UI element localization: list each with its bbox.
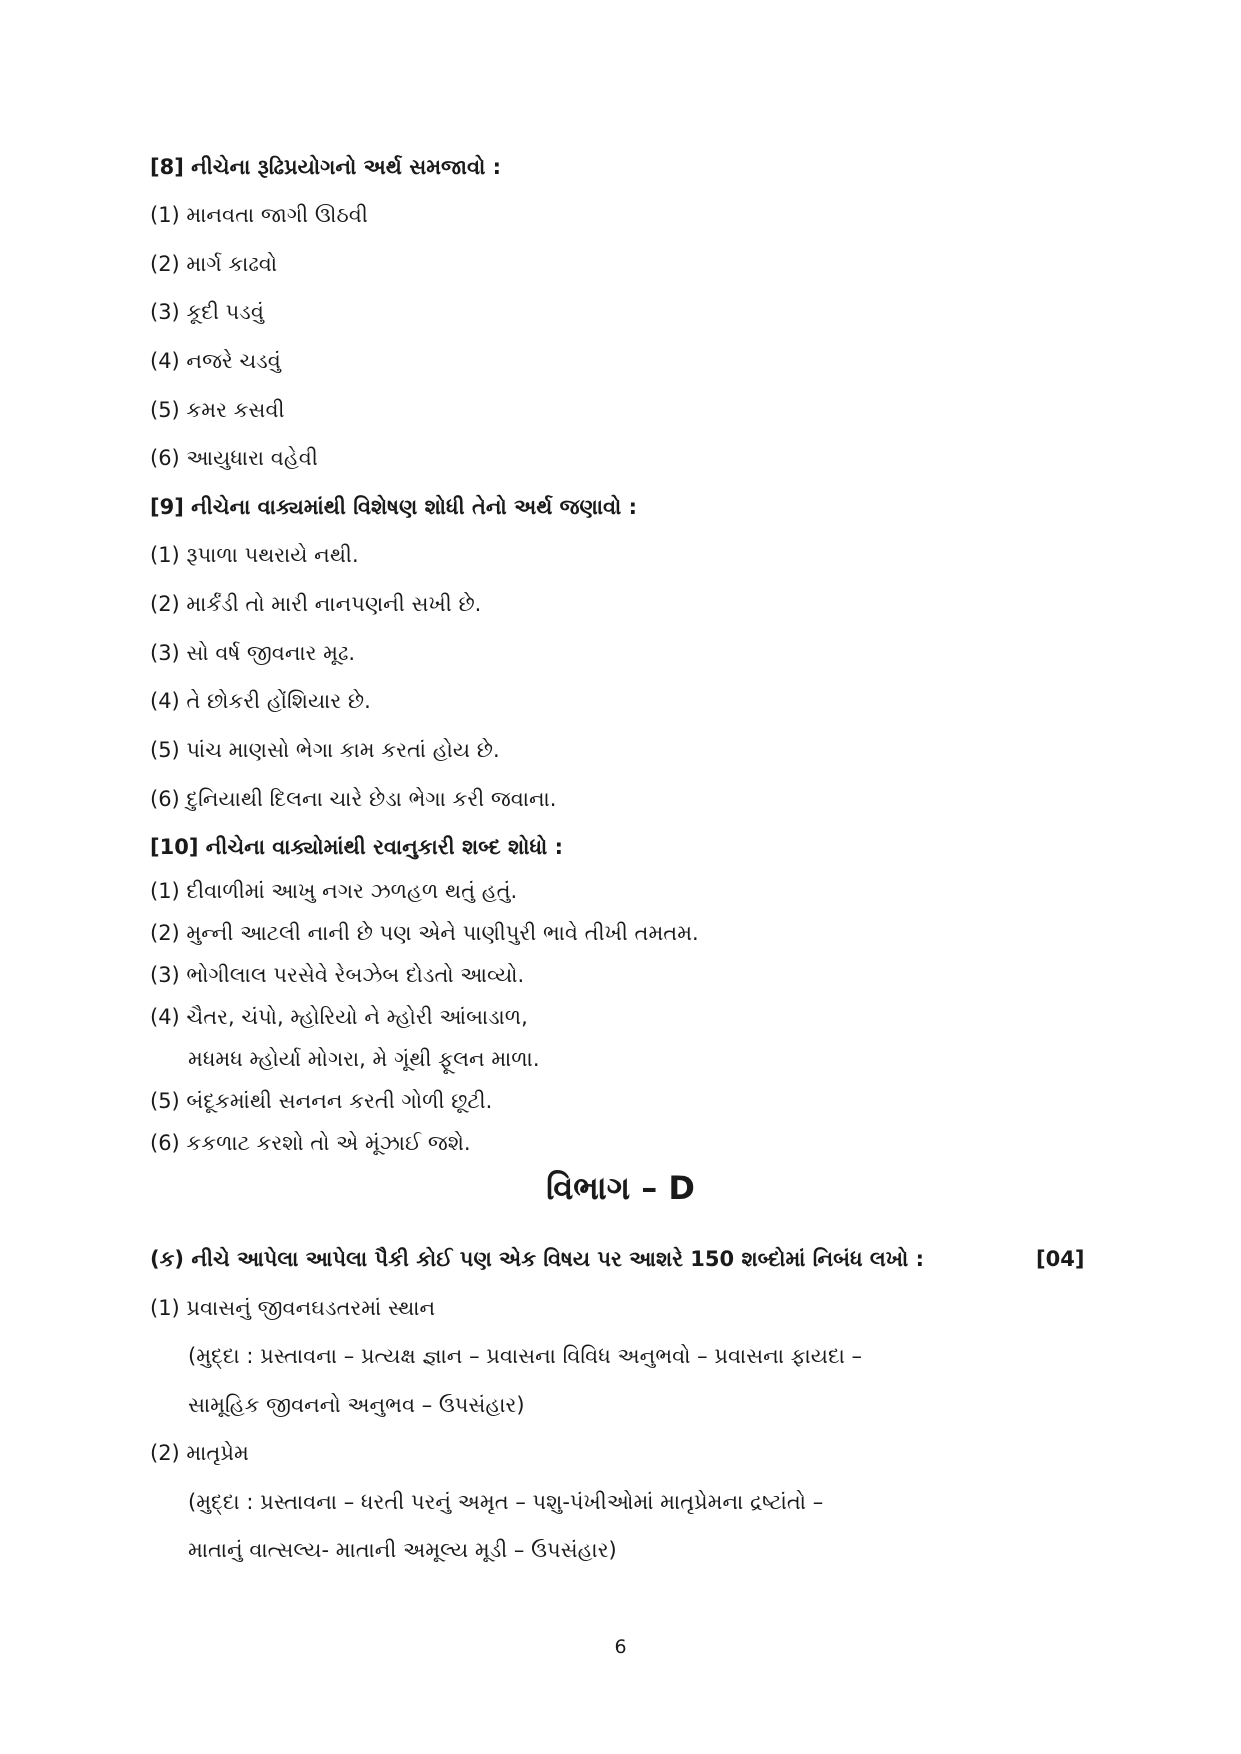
q10-item-2: (2) મુન્ની આટલી નાની છે પણ એને પાણીપુરી ભાવે તીખી તમતમ. — [150, 921, 699, 945]
essay-topic-2: (2) માતૃપ્રેમ — [150, 1441, 249, 1465]
q8-item-6: (6) આયુધારા વહેવી — [150, 446, 318, 470]
section-title: વિભાગ – D — [546, 1169, 695, 1207]
q10-item-6: (6) કકળાટ કરશો તો એ મૂંઝાઈ જશે. — [150, 1131, 471, 1155]
q9-item-4: (4) તે છોકરી હોંશિયાર છે. — [150, 689, 371, 713]
q9-item-5: (5) પાંચ માણસો ભેગા કામ કરતાં હોય છે. — [150, 738, 500, 762]
q10-item-1: (1) દીવાળીમાં આખુ નગર ઝળહળ થતું હતું. — [150, 879, 518, 903]
essay-topic-2-points-line-2: માતાનું વાત્સલ્ય- માતાની અમૂલ્ય મૂડી – ઉપસંહાર) — [188, 1538, 617, 1562]
q9-item-3: (3) સો વર્ષ જીવનાર મૂઢ. — [150, 641, 356, 665]
q10-item-3: (3) ભોગીલાલ પરસેવે રેબઝેબ દોડતો આવ્યો. — [150, 963, 525, 987]
essay-question: (ક) નીચે આપેલા આપેલા પૈકી કોઈ પણ એક વિષય પર આશરે 150 શબ્દોમાં નિબંધ લખો : — [150, 1247, 925, 1271]
q8-item-2: (2) માર્ગ કાઢવો — [150, 252, 278, 276]
essay-topic-1-points-line-1: (મુદ્દા : પ્રસ્તાવના – પ્રત્યક્ષ જ્ઞાન – પ્રવાસના વિવિધ અનુભવો – પ્રવાસના ફાયદા – — [188, 1344, 863, 1368]
q8-item-3: (3) કૂદી પડવું — [150, 300, 264, 324]
question-8-heading: [8] નીચેના રૂઢિપ્રયોગનો અર્થ સમજાવો : — [150, 155, 502, 179]
q8-item-1: (1) માનવતા જાગી ઊઠવી — [150, 203, 368, 227]
q10-item-4-continued: મધમધ મ્હોર્યા મોગરા, મે ગૂંથી ફૂલન માળા. — [188, 1047, 540, 1071]
essay-topic-2-points-line-1: (મુદ્દા : પ્રસ્તાવના – ધરતી પરનું અમૃત – પશુ-પંખીઓમાં માતૃપ્રેમના દ્રષ્ટાંતો – — [188, 1490, 824, 1514]
q8-item-4: (4) નજરે ચડવું — [150, 349, 281, 373]
q9-item-1: (1) રૂપાળા પથરાયે નથી. — [150, 543, 359, 567]
essay-topic-1-points-line-2: સામૂહિક જીવનનો અનુભવ – ઉપસંહાર) — [188, 1393, 525, 1417]
q10-item-4: (4) ચૈતર, ચંપો, મ્હોરિયો ને મ્હોરી આંબાડાળ, — [150, 1005, 528, 1029]
question-10-heading: [10] નીચેના વાક્યોમાંથી રવાનુકારી શબ્દ શોધો : — [150, 835, 564, 859]
marks-badge: [04] — [1036, 1247, 1085, 1271]
q8-item-5: (5) કમર કસવી — [150, 398, 285, 422]
q10-item-5: (5) બંદૂકમાંથી સનનન કરતી ગોળી છૂટી. — [150, 1089, 493, 1113]
question-9-heading: [9] નીચેના વાક્યમાંથી વિશેષણ શોધી તેનો અર્થ જણાવો : — [150, 495, 638, 519]
q9-item-2: (2) માર્કંડી તો મારી નાનપણની સખી છે. — [150, 592, 482, 616]
page-number: 6 — [614, 1636, 627, 1658]
q9-item-6: (6) દુનિયાથી દિલના ચારે છેડા ભેગા કરી જવાના. — [150, 787, 557, 811]
essay-topic-1: (1) પ્રવાસનું જીવનઘડતરમાં સ્થાન — [150, 1296, 436, 1320]
